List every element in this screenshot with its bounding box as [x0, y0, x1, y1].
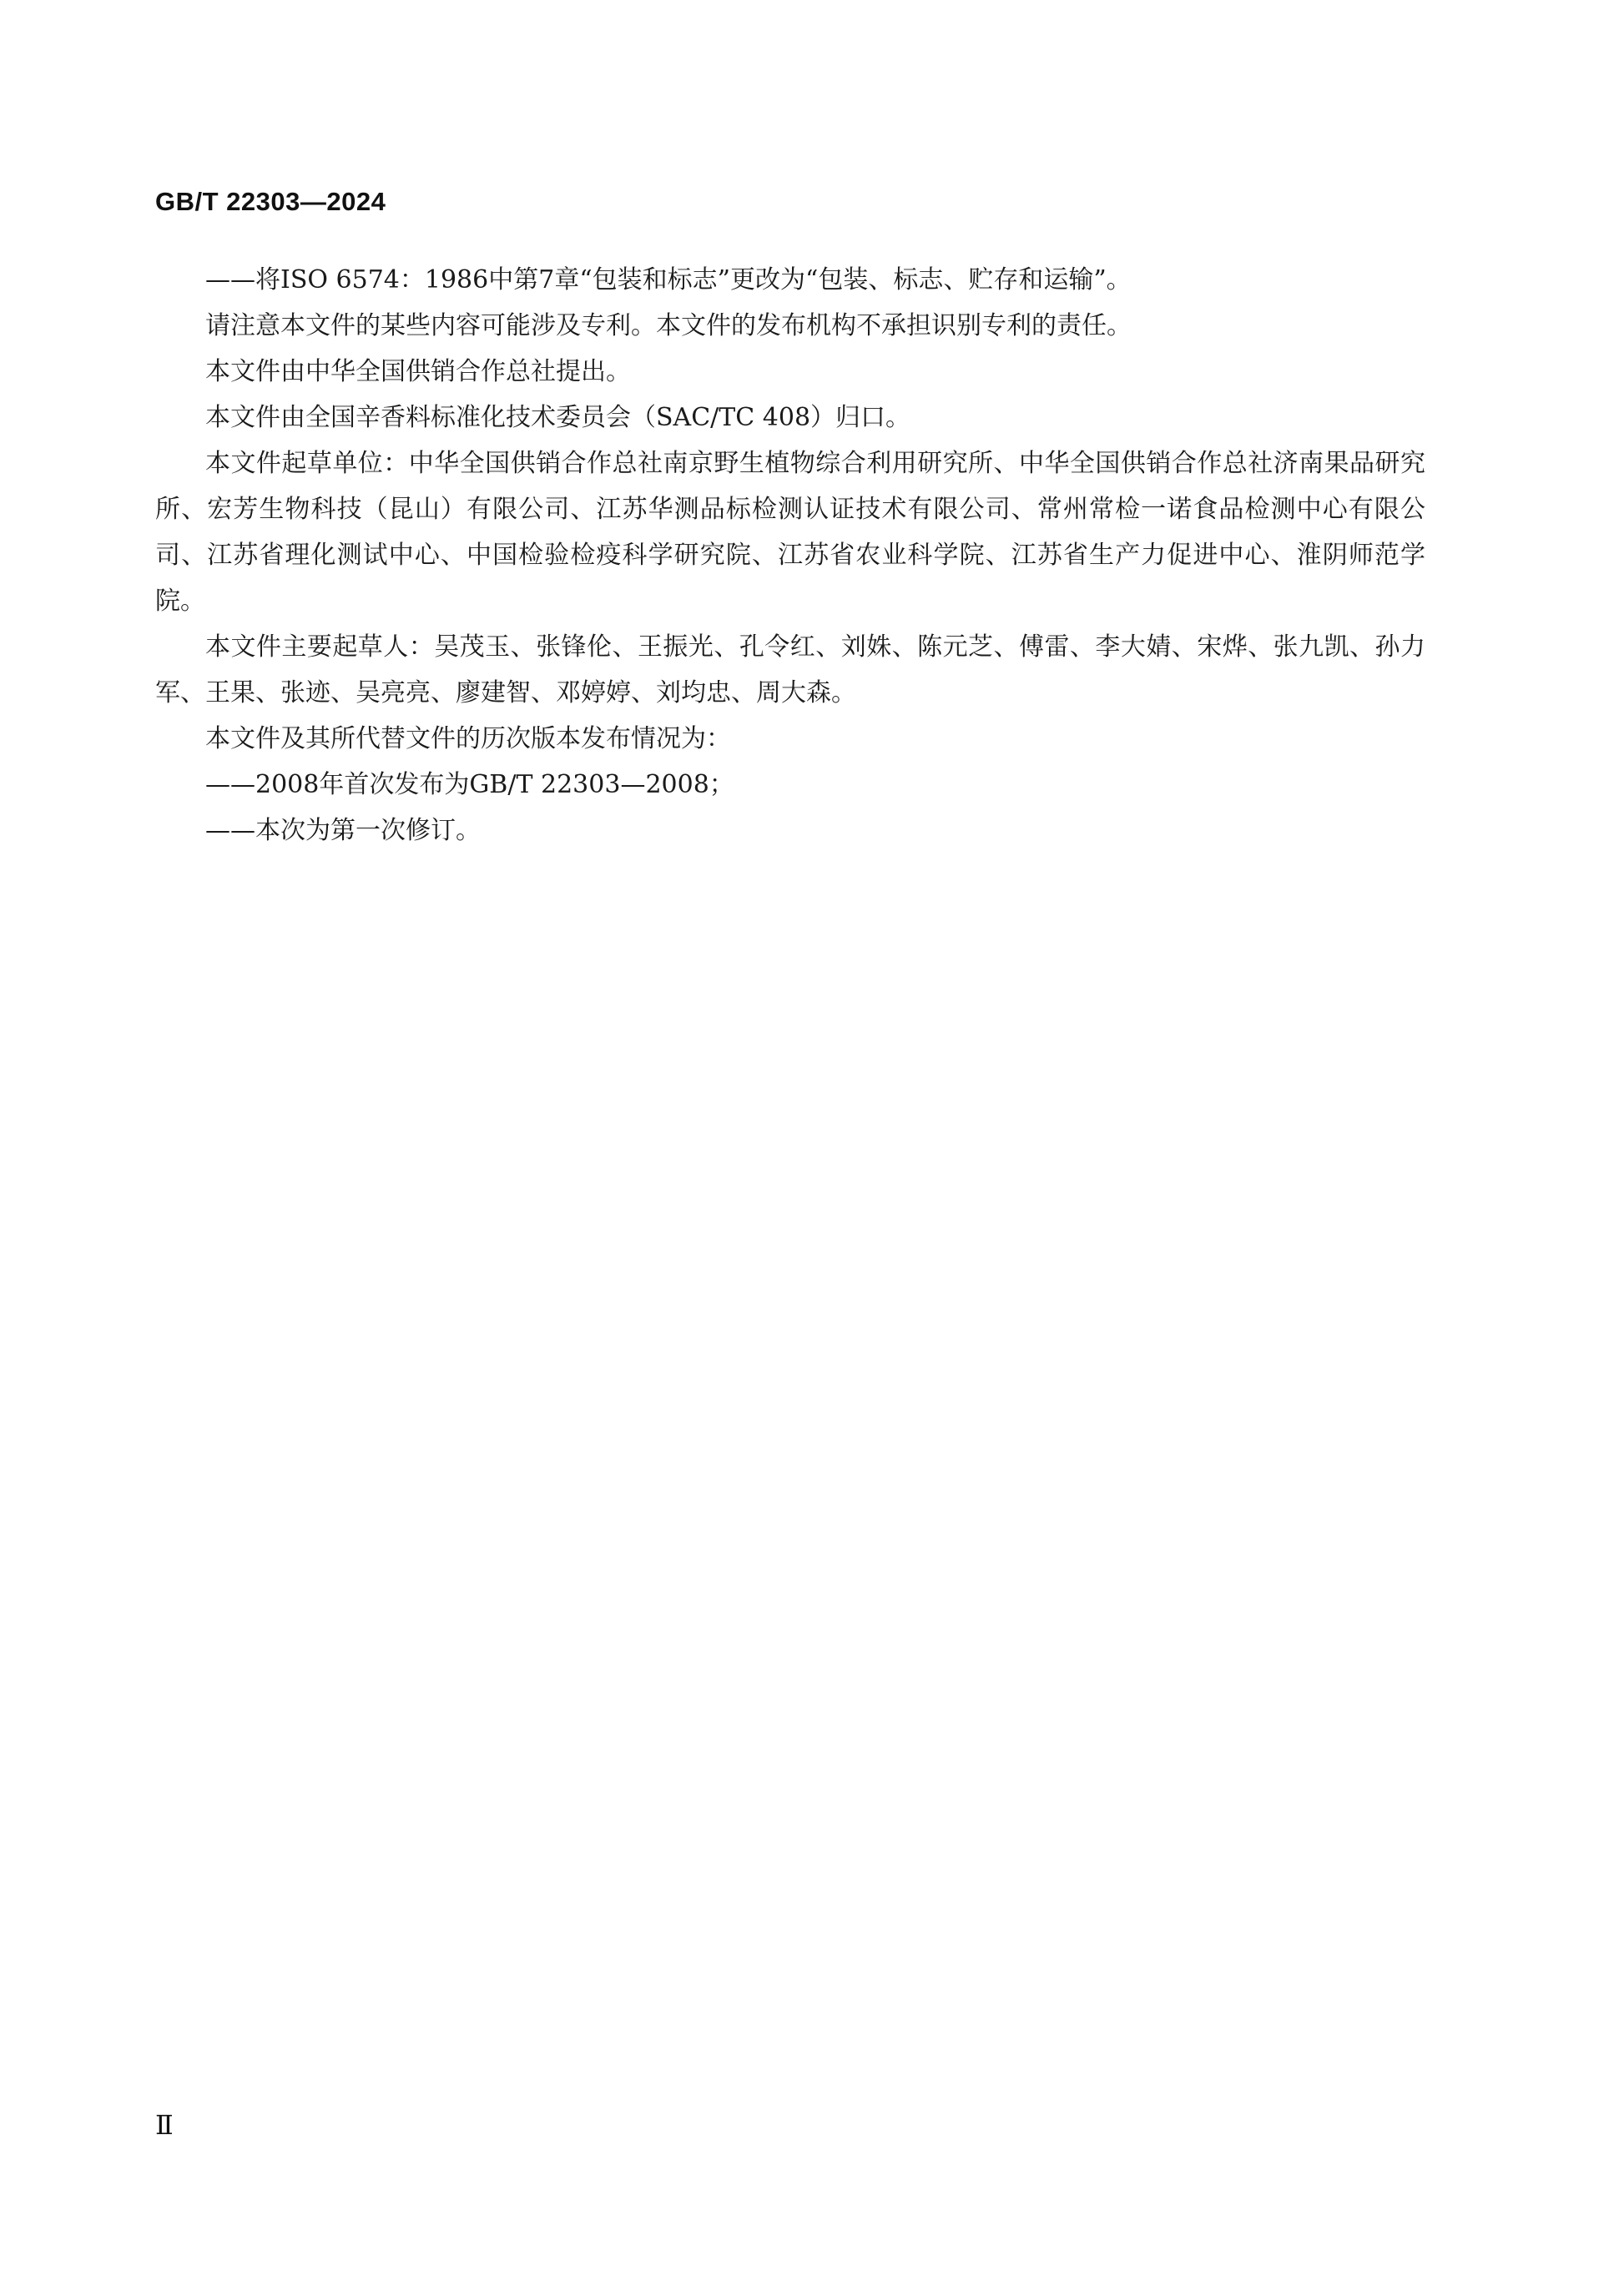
- document-code: GB/T 22303—2024: [155, 187, 386, 216]
- paragraph-change-note: ——将ISO 6574：1986中第7章“包装和标志”更改为“包装、标志、贮存和运输”。: [205, 265, 1132, 295]
- paragraph-drafting-units: 本文件起草单位：中华全国供销合作总社南京野生植物综合利用研究所、中华全国供销合作总社济南果品研究所、宏芳生物科技（昆山）有限公司、江苏华测品标检测认证技术有限公司、常州常检一诺食品检测中心有限公司、江苏省理化测试中心、中国检验检疫科学研究院、江苏省农业科学院、江苏省生产力促进中心、淮阴师范学院。: [155, 449, 1425, 616]
- paragraph-patent-notice: 请注意本文件的某些内容可能涉及专利。本文件的发布机构不承担识别专利的责任。: [205, 311, 1132, 340]
- paragraph-proposer: 本文件由中华全国供销合作总社提出。: [205, 357, 631, 386]
- document-body: [155, 257, 1425, 853]
- paragraph-version-history: 本文件及其所代替文件的历次版本发布情况为：: [205, 724, 731, 753]
- page-number: Ⅱ: [155, 2109, 174, 2141]
- paragraph-first-edition: ——2008年首次发布为GB/T 22303—2008；: [205, 770, 734, 799]
- paragraph-committee: 本文件由全国辛香料标准化技术委员会（SAC/TC 408）归口。: [205, 403, 911, 432]
- paragraph-drafters: 本文件主要起草人：吴茂玉、张锋伦、王振光、孔令红、刘姝、陈元芝、傅雷、李大婧、宋烨、张九凯、孙力军、王果、张迹、吴亮亮、廖建智、邓婷婷、刘均忠、周大森。: [155, 632, 1425, 707]
- paragraph-revision: ——本次为第一次修订。: [205, 816, 481, 845]
